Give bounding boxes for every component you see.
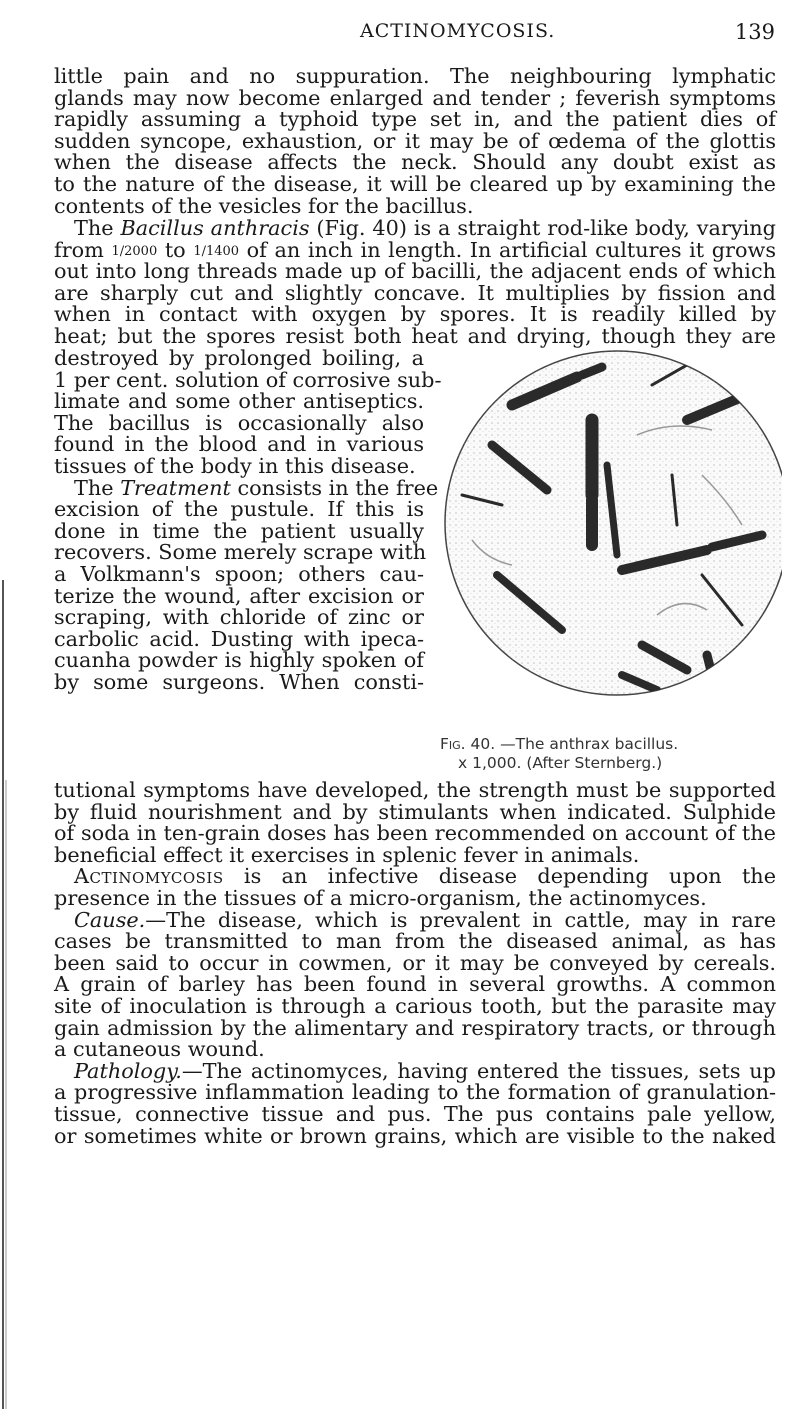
text-line: terize the wound, after excision or xyxy=(54,583,424,608)
italic-heading: Treatment xyxy=(120,475,231,500)
text-line: found in the blood and in various xyxy=(54,432,424,457)
paragraph-3-continued xyxy=(54,780,776,1147)
text-line: sudden syncope, exhaustion, or it may be of œdema of the glottis xyxy=(54,128,776,153)
figure-40 xyxy=(442,325,782,745)
text-line: out into long threads made up of bacilli, the adjacent ends of which xyxy=(54,259,776,284)
text-line: gain admission by the alimentary and respiratory tracts, or through xyxy=(54,1015,776,1040)
text-line: little pain and no suppuration. The neighbouring lymphatic xyxy=(54,64,776,88)
italic-heading: Pathology. xyxy=(74,1058,182,1083)
text-line: glands may now become enlarged and tender ; feverish symptoms xyxy=(54,85,776,110)
text-line: limate and some other antiseptics. xyxy=(54,389,424,414)
text-line: The bacillus is occasionally also xyxy=(54,410,424,435)
text-line: rapidly assuming a typhoid type set in, and the patient dies of xyxy=(54,107,776,132)
caption-line xyxy=(440,735,786,754)
text-line xyxy=(54,237,776,262)
text-line: destroyed by prolonged boiling, a xyxy=(54,346,424,370)
narrow-column xyxy=(54,346,442,694)
text-run: consists in the free xyxy=(230,475,439,500)
text-run: is an infective disease depending upon the xyxy=(223,864,776,889)
text-line: tutional symptoms have developed, the strength must be supported xyxy=(54,778,776,802)
caption-text: —The anthrax bacillus. xyxy=(495,735,679,753)
text-line: a cutaneous wound. xyxy=(54,1037,265,1062)
text-line: carbolic acid. Dusting with ipeca- xyxy=(54,626,424,651)
text-line: contents of the vesicles for the bacillus. xyxy=(54,193,474,218)
scan-edge-shadow xyxy=(0,580,10,1409)
text-line xyxy=(54,1058,776,1083)
running-title: ACTINOMYCOSIS. xyxy=(360,20,556,42)
text-line: heat; but the spores resist both heat and drying, though they are xyxy=(54,323,776,348)
text-line: done in time the patient usually xyxy=(54,518,424,543)
text-line: or sometimes white or brown grains, which are visible to the naked xyxy=(54,1123,776,1148)
text-line: excision of the pustule. If this is xyxy=(54,497,424,522)
text-line xyxy=(54,866,776,888)
text-line: a progressive inflammation leading to the formation of granulation- xyxy=(54,1080,776,1105)
text-line: to the nature of the disease, it will be cleared up by examining the xyxy=(54,171,776,196)
figure-label: Fig. 40. xyxy=(440,735,496,753)
text-line: tissues of the body in this disease. xyxy=(54,453,416,478)
species-name: Bacillus anthracis xyxy=(120,216,310,240)
text-run: —The actinomyces, having entered the tissues, sets up xyxy=(181,1058,776,1083)
running-header xyxy=(0,20,801,50)
page-number: 139 xyxy=(734,20,775,44)
paragraph-1 xyxy=(54,66,776,217)
section-heading: Actinomycosis xyxy=(74,864,224,889)
text-line: are sharply cut and slightly concave. It multiplies by fission and xyxy=(54,280,776,305)
italic-heading: Cause. xyxy=(74,907,146,932)
text-run: to xyxy=(157,237,194,262)
fraction: 1/1400 xyxy=(193,243,240,259)
text-line: cuanha powder is highly spoken of xyxy=(54,648,424,673)
text-line: recovers. Some merely scrape with xyxy=(54,540,427,565)
text-line: beneficial effect it exercises in splenic fever in animals. xyxy=(54,842,640,867)
text-line: by fluid nourishment and by stimulants when indicated. Sulphide xyxy=(54,799,776,824)
text-line: of soda in ten-grain doses has been recommended on account of the xyxy=(54,821,776,846)
text-line xyxy=(54,907,776,932)
text-line: presence in the tissues of a micro-organism, the actinomyces. xyxy=(54,885,707,910)
text-line: when the disease affects the neck. Should any doubt exist as xyxy=(54,150,776,175)
text-line: a Volkmann's spoon; others cau- xyxy=(54,561,424,586)
text-line: by some surgeons. When consti- xyxy=(54,669,424,694)
text-line: been said to occur in cowmen, or it may be conveyed by cereals. xyxy=(54,950,776,975)
text-line xyxy=(54,218,776,240)
text-line: tissue, connective tissue and pus. The pus contains pale yellow, xyxy=(54,1101,776,1126)
text-line: site of inoculation is through a carious tooth, but the parasite may xyxy=(54,993,776,1018)
text-run: (Fig. 40) is a straight rod-like body, varying xyxy=(309,216,776,240)
text-line: A grain of barley has been found in several growths. A common xyxy=(54,972,776,997)
text-run: —The disease, which is prevalent in cattle, may in rare xyxy=(145,907,776,932)
text-run: The xyxy=(74,216,121,240)
text-line: 1 per cent. solution of corrosive sub- xyxy=(54,367,442,392)
fraction: 1/2000 xyxy=(111,243,158,259)
text-line xyxy=(54,475,439,500)
text-line: scraping, with chloride of zinc or xyxy=(54,605,424,630)
text-run: The xyxy=(74,475,121,500)
text-line: when in contact with oxygen by spores. It is readily killed by xyxy=(54,302,776,327)
figure-caption xyxy=(440,735,786,773)
text-run: from xyxy=(54,237,112,262)
text-run: of an inch in length. In artificial cultures it grows xyxy=(239,237,776,262)
caption-line: x 1,000. (After Sternberg.) xyxy=(458,754,663,772)
text-line: cases be transmitted to man from the diseased animal, as has xyxy=(54,929,776,954)
anthrax-bacillus-illustration xyxy=(442,325,782,735)
